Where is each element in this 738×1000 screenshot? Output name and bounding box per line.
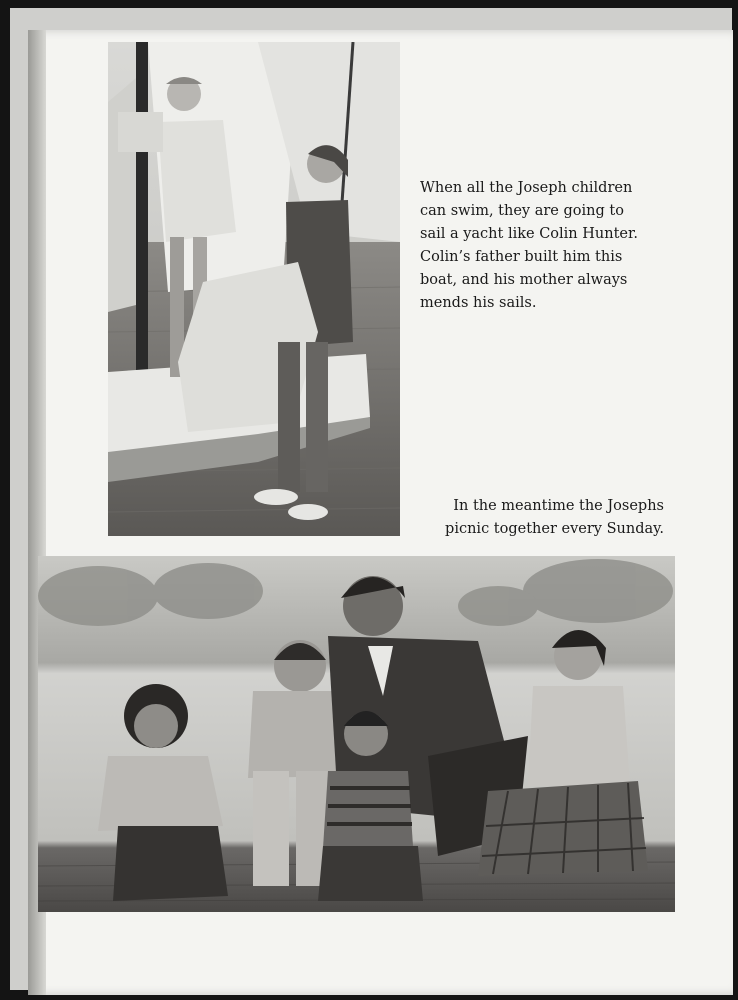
caption-line: mends his sails. <box>420 295 537 311</box>
caption-line: boat, and his mother always <box>420 272 628 288</box>
caption-line: can swim, they are going to <box>420 203 624 219</box>
book-spread <box>10 8 732 990</box>
caption-sailing <box>420 177 670 315</box>
caption-line: sail a yacht like Colin Hunter. <box>420 226 638 242</box>
caption-line: In the meantime the Josephs <box>453 498 664 514</box>
caption-line: When all the Joseph children <box>420 180 633 196</box>
photo-family-picnic <box>38 556 675 912</box>
caption-picnic <box>406 495 664 541</box>
caption-line: Colin’s father built him this <box>420 249 623 265</box>
photo-sailing-boat <box>108 42 400 536</box>
caption-line: picnic together every Sunday. <box>445 521 664 537</box>
book-page <box>28 30 733 995</box>
